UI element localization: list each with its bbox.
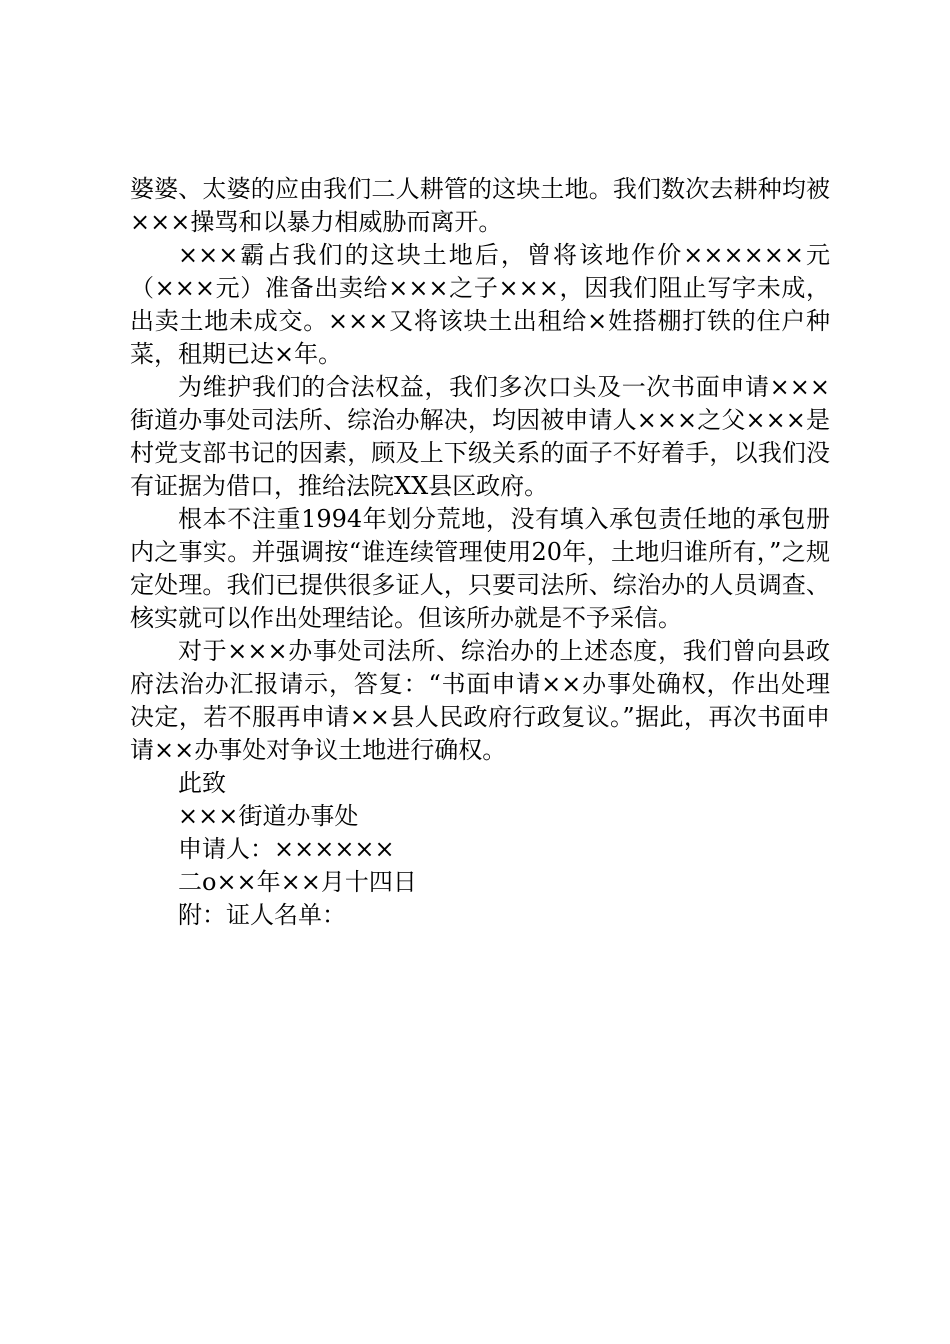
closing-date: 二o××年××月十四日: [178, 868, 417, 896]
body-paragraph-3: 为维护我们的合法权益，我们多次口头及一次书面申请×××街道办事处司法所、综治办解决，均因被申请人×××之父×××是村党支部书记的因素，顾及上下级关系的面子不好着手，以我们没有证据为借口，推给法院XX县区政府。: [130, 373, 830, 500]
body-paragraph-5: 对于×××办事处司法所、综治办的上述态度，我们曾向县政府法治办汇报请示，答复：“书面申请××办事处确权，作出处理决定，若不服再申请××县人民政府行政复议。”据此，再次书面申请××办事处对争议土地进行确权。: [130, 637, 830, 764]
body-paragraph-1: 婆婆、太婆的应由我们二人耕管的这块土地。我们数次去耕种均被×××操骂和以暴力相威胁而离开。: [130, 175, 830, 236]
closing-recipient: ×××街道办事处: [178, 802, 359, 830]
closing-salutation: 此致: [178, 769, 226, 797]
closing-applicant: 申请人：××××××: [178, 835, 395, 863]
document-page: [130, 173, 830, 932]
body-paragraph-2: ×××霸占我们的这块土地后，曾将该地作价××××××元（×××元）准备出卖给×××之子×××，因我们阻止写字未成，出卖土地未成交。×××又将该块土出租给×姓搭棚打铁的住户种菜，租期已达×年。: [130, 241, 830, 368]
body-paragraph-4: 根本不注重1994年划分荒地，没有填入承包责任地的承包册内之事实。并强调按“谁连续管理使用20年，土地归谁所有，”之规定处理。我们已提供很多证人，只要司法所、综治办的人员调查、核实就可以作出处理结论。但该所办就是不予采信。: [130, 505, 830, 632]
closing-attachment: 附：证人名单：: [178, 901, 346, 929]
